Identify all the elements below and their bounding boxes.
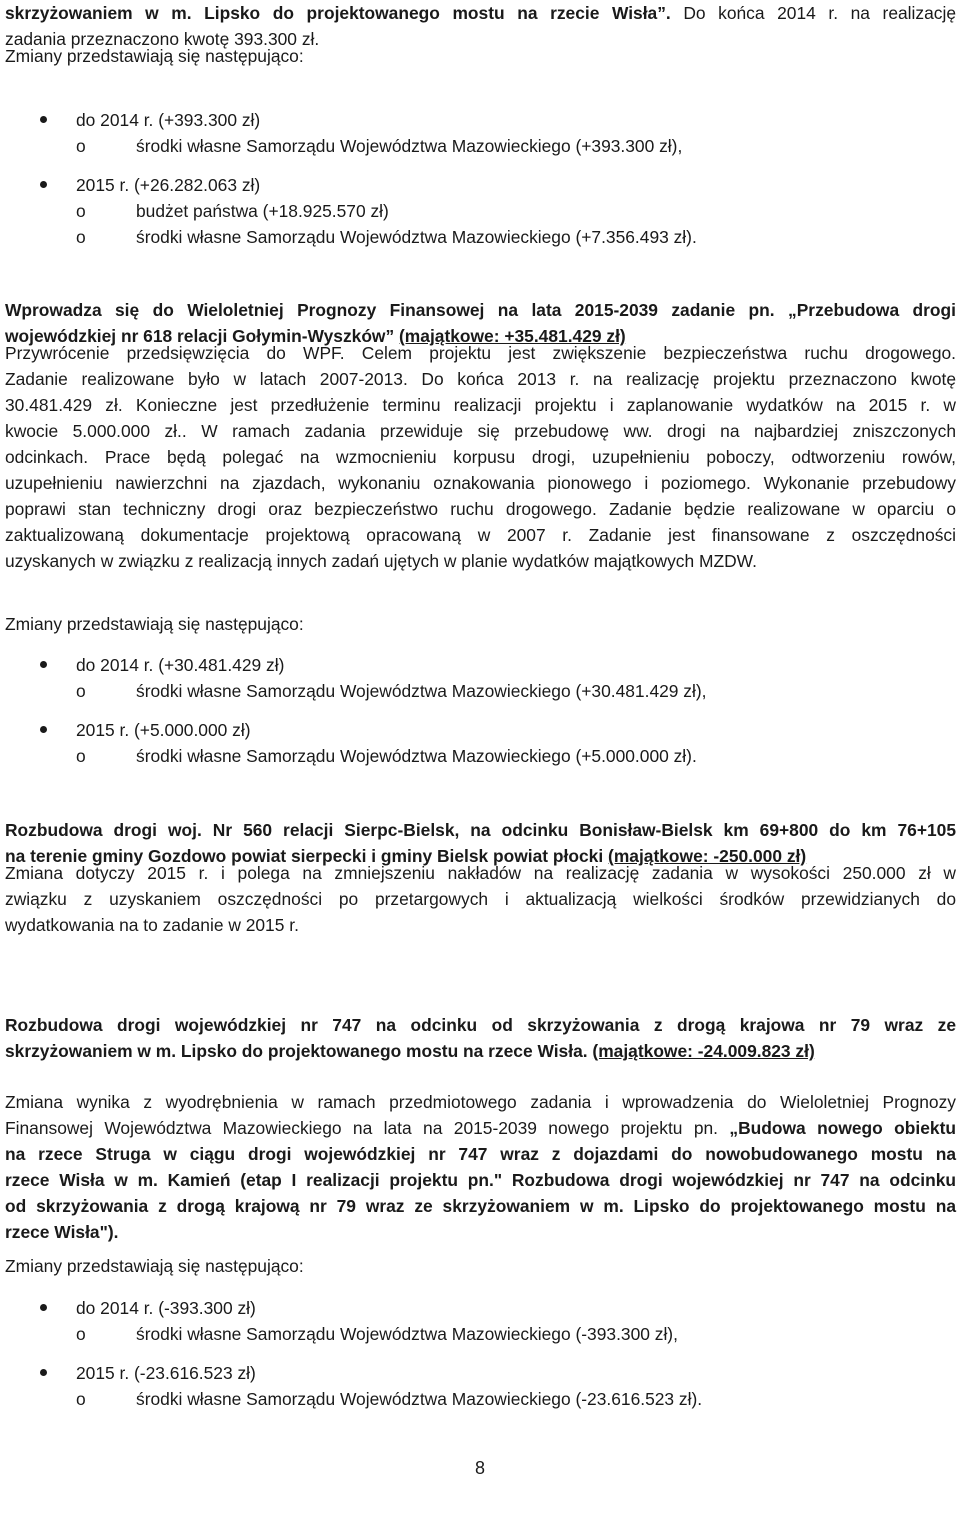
sub-list-item-text: środki własne Samorządu Województwa Mazowieckiego (-393.300 zł), [136, 1324, 678, 1344]
bullet-icon [40, 116, 47, 123]
paragraph-line: Zmiana wynika z wyodrębnienia w ramach przedmiotowego zadania i wprowadzenia do Wieloletniej Prognozy [5, 1092, 956, 1112]
circle-bullet-icon: o [76, 201, 86, 221]
paragraph-line: Finansowej Województwa Mazowieckiego na lata na 2015-2039 nowego projektu pn. [5, 1118, 719, 1138]
paragraph-line: zaktualizowaną dokumentacje projektową opracowaną w 2007 r. Zadanie jest finansowane z oszczędności [5, 525, 956, 545]
intro-text: Do końca 2014 r. na realizację [683, 3, 956, 23]
paragraph-line: związku z uzyskaniem oszczędności po przetargowych i aktualizacją wielkości środków przewidzianych do [5, 889, 956, 909]
circle-bullet-icon: o [76, 1389, 86, 1409]
bullet-icon [40, 1369, 47, 1376]
list-item [0, 172, 960, 198]
project-name: „Budowa nowego obiektu [729, 1118, 956, 1138]
circle-bullet-icon: o [76, 227, 86, 247]
sub-list-item [0, 1321, 960, 1347]
amount-label: (majątkowe: -24.009.823 zł) [592, 1041, 815, 1061]
page-number: 8 [474, 1458, 485, 1478]
intro-text-line2: zadania przeznaczono kwotę 393.300 zł. [5, 29, 320, 49]
section-2-paragraph [5, 860, 956, 938]
section-3-paragraph [5, 1089, 956, 1245]
sub-list-item [0, 743, 960, 769]
sub-list-item-text: środki własne Samorządu Województwa Mazowieckiego (-23.616.523 zł). [136, 1389, 703, 1409]
changes-label: Zmiany przedstawiają się następująco: [5, 1256, 304, 1276]
paragraph-line: Zadanie realizowane było w latach 2007-2013. Do końca 2013 r. na realizację projektu przeznaczono kwotę [5, 369, 956, 389]
list-item [0, 1295, 960, 1321]
changes-label: Zmiany przedstawiają się następująco: [5, 614, 304, 634]
amount-label: (majątkowe: +35.481.429 zł) [399, 326, 626, 346]
paragraph-line: Przywrócenie przedsięwzięcia do WPF. Celem projektu jest zwiększenie bezpieczeństwa ruchu drogowego. [5, 343, 956, 363]
circle-bullet-icon: o [76, 1324, 86, 1344]
list-item-text: do 2014 r. (-393.300 zł) [76, 1298, 256, 1318]
project-name-cont: na rzece Struga w ciągu drogi wojewódzkiej nr 747 wraz z dojazdami do nowobudowanego mostu na [5, 1144, 956, 1164]
bullet-icon [40, 726, 47, 733]
bullet-icon [40, 1304, 47, 1311]
paragraph-line: Zmiana dotyczy 2015 r. i polega na zmniejszeniu nakładów na realizację zadania w wysokości 250.000 zł w [5, 863, 956, 883]
project-name-cont: rzece Wisła w m. Kamień (etap I realizacji projektu pn." Rozbudowa drogi wojewódzkiej nr 747 na odcinku [5, 1170, 956, 1190]
section-heading-text-cont: na terenie gminy Gozdowo powiat sierpecki i gminy Bielsk powiat płocki [5, 846, 604, 866]
list-item-text: do 2014 r. (+393.300 zł) [76, 110, 261, 130]
section-1-paragraph [5, 340, 956, 574]
sub-list-item [0, 198, 960, 224]
list-item [0, 652, 960, 678]
amount-label: (majątkowe: -250.000 zł) [608, 846, 807, 866]
circle-bullet-icon: o [76, 136, 86, 156]
sub-list-item [0, 1386, 960, 1412]
list-item-text: 2015 r. (-23.616.523 zł) [76, 1363, 256, 1383]
paragraph-line: kwocie 5.000.000 zł.. W ramach zadania przewiduje się przebudowę ww. drogi na najbardziej zniszczonych [5, 421, 956, 441]
project-name-cont: od skrzyżowania z drogą krajową nr 79 wraz ze skrzyżowaniem w m. Lipsko do projektowanego mostu na [5, 1196, 956, 1216]
paragraph-line: uzupełnieniu nawierzchni na zjazdach, wykonaniu oznakowania pionowego i poziomego. Wykonanie przebudowy [5, 473, 956, 493]
sub-list-item-text: środki własne Samorządu Województwa Mazowieckiego (+7.356.493 zł). [136, 227, 697, 247]
list-item-text: 2015 r. (+5.000.000 zł) [76, 720, 251, 740]
list-item [0, 1360, 960, 1386]
sub-list-item [0, 133, 960, 159]
section-heading-text-cont: skrzyżowaniem w m. Lipsko do projektowanego mostu na rzece Wisła. [5, 1041, 588, 1061]
bullet-icon [40, 661, 47, 668]
sub-list-item-text: środki własne Samorządu Województwa Mazowieckiego (+30.481.429 zł), [136, 681, 707, 701]
sub-list-item-text: środki własne Samorządu Województwa Mazowieckiego (+393.300 zł), [136, 136, 683, 156]
bullet-icon [40, 181, 47, 188]
list-item-text: do 2014 r. (+30.481.429 zł) [76, 655, 285, 675]
paragraph-line: uzyskanych w związku z realizacją innych zadań ujętych w planie wydatków majątkowych MZDW. [5, 551, 757, 571]
intro-bold-text: skrzyżowaniem w m. Lipsko do projektowanego mostu na rzecie Wisła”. [5, 3, 671, 23]
paragraph-line: 30.481.429 zł. Konieczne jest przedłużenie terminu realizacji projektu i zaplanowanie wydatków na 2015 r. w [5, 395, 956, 415]
circle-bullet-icon: o [76, 746, 86, 766]
sub-list-item [0, 224, 960, 250]
sub-list-item [0, 678, 960, 704]
sub-list-item-text: budżet państwa (+18.925.570 zł) [136, 201, 389, 221]
circle-bullet-icon: o [76, 681, 86, 701]
list-item [0, 107, 960, 133]
paragraph-line: odcinkach. Prace będą polegać na wzmocnieniu korpusu drogi, uzupełnieniu poboczy, odtworzeniu rowów, [5, 447, 956, 467]
section-heading-text: Wprowadza się do Wieloletniej Prognozy Finansowej na lata 2015-2039 zadanie pn. [5, 300, 775, 320]
task-name: „Przebudowa drogi [788, 300, 956, 320]
paragraph-line: poprawi stan techniczny drogi oraz bezpieczeństwo ruchu drogowego. Zadanie będzie realizowane w oparciu o [5, 499, 956, 519]
list-item-text: 2015 r. (+26.282.063 zł) [76, 175, 261, 195]
sub-list-item-text: środki własne Samorządu Województwa Mazowieckiego (+5.000.000 zł). [136, 746, 697, 766]
section-heading-text: Rozbudowa drogi wojewódzkiej nr 747 na odcinku od skrzyżowania z drogą krajowa nr 79 wraz ze [5, 1015, 956, 1035]
changes-label: Zmiany przedstawiają się następująco: [5, 46, 304, 66]
paragraph-line: wydatkowania na to zadanie w 2015 r. [5, 915, 299, 935]
task-name-cont: wojewódzkiej nr 618 relacji Gołymin-Wyszków” [5, 326, 395, 346]
project-name-cont: rzece Wisła"). [5, 1222, 119, 1242]
list-item [0, 717, 960, 743]
section-3-heading [5, 1012, 956, 1064]
section-heading-text: Rozbudowa drogi woj. Nr 560 relacji Sierpc-Bielsk, na odcinku Bonisław-Bielsk km 69+800 do km 76+105 [5, 820, 956, 840]
